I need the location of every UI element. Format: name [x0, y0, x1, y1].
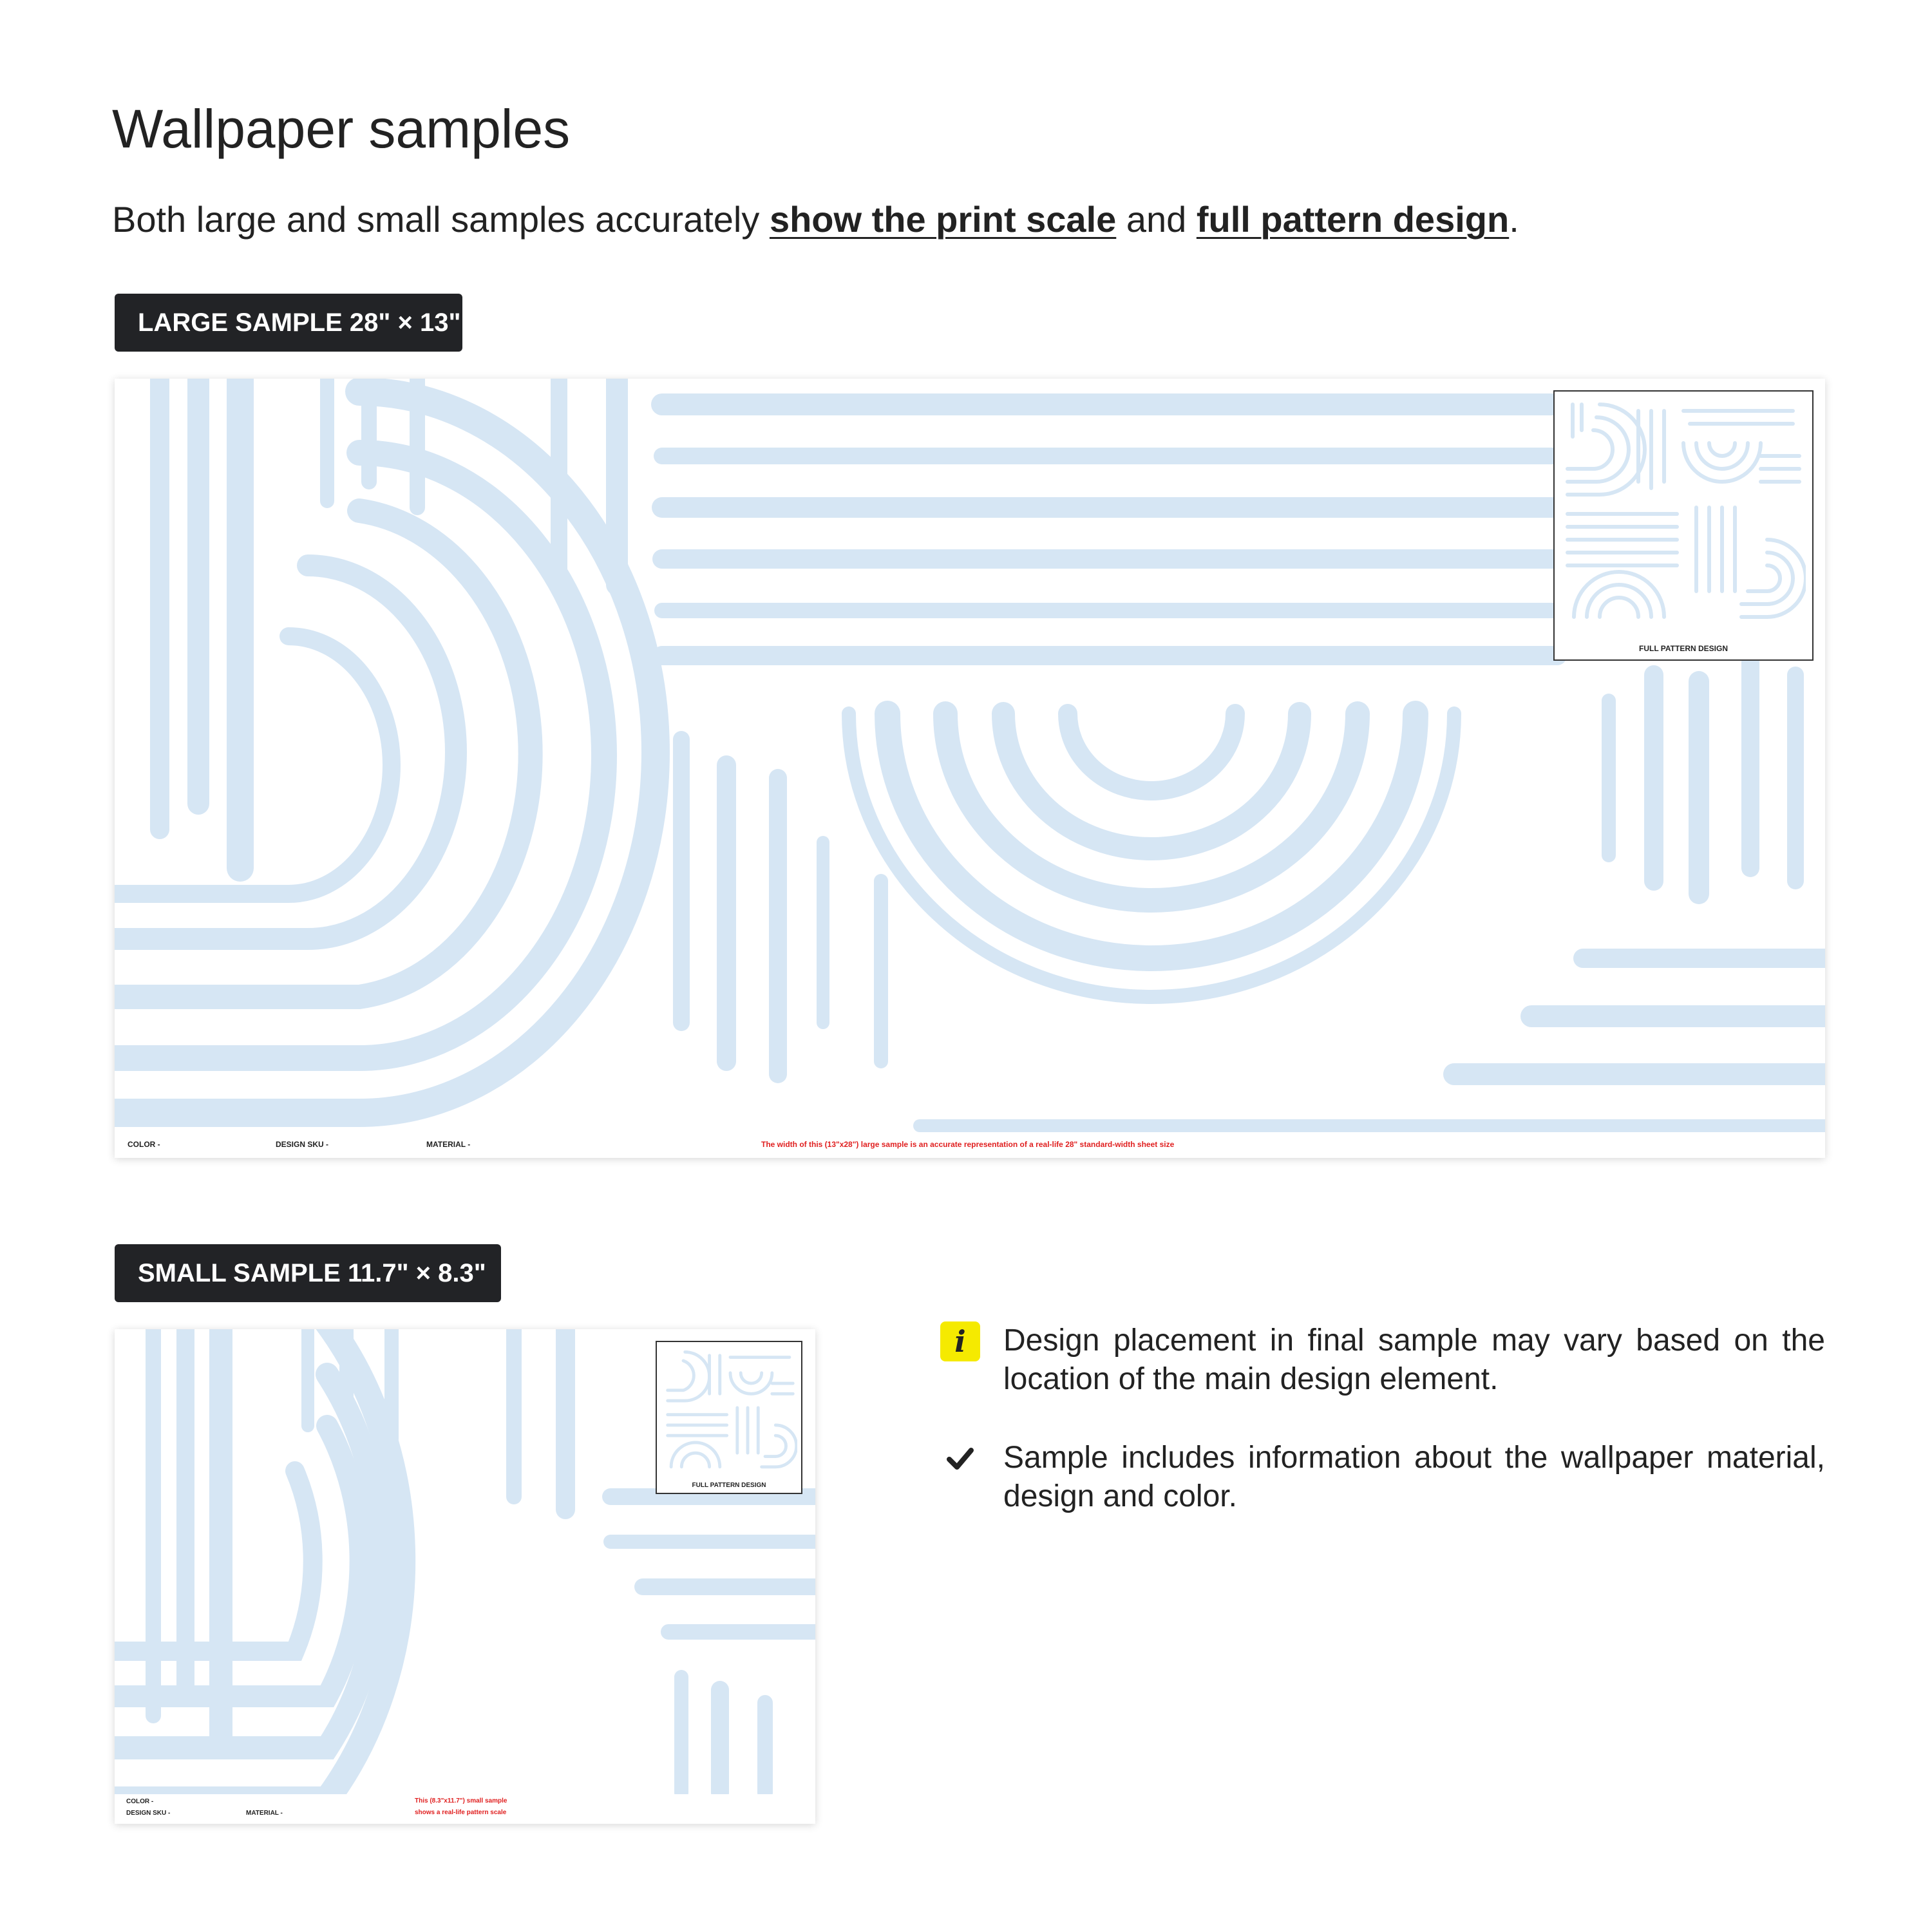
check-icon	[940, 1439, 980, 1479]
small-full-pattern-thumbnail	[656, 1341, 802, 1494]
subtitle-text-1: Both large and small samples accurately	[112, 199, 770, 240]
large-sample-footer	[115, 1132, 1825, 1158]
small-scale-note-line1: This (8.3"x11.7") small sample	[415, 1797, 507, 1804]
small-thumbnail-caption: FULL PATTERN DESIGN	[692, 1482, 766, 1489]
page-subtitle	[112, 200, 1519, 240]
large-thumbnail-caption: FULL PATTERN DESIGN	[1639, 644, 1728, 653]
large-thumbnail-pattern	[1561, 398, 1806, 636]
small-sample-badge: SMALL SAMPLE 11.7" × 8.3"	[115, 1244, 501, 1302]
small-color-label: COLOR -	[126, 1798, 154, 1805]
small-sample-preview	[115, 1329, 815, 1824]
large-sample-preview	[115, 379, 1825, 1158]
info-icon	[940, 1321, 980, 1361]
large-color-label: COLOR -	[128, 1140, 160, 1149]
info-icon-glyph: i	[940, 1321, 980, 1361]
subtitle-emphasis-full-pattern: full pattern design	[1196, 199, 1510, 240]
info-note-placement-text: Design placement in final sample may vary based on the location of the main design element.	[1003, 1323, 1825, 1396]
subtitle-emphasis-print-scale: show the print scale	[769, 199, 1117, 240]
small-design-sku-label: DESIGN SKU -	[126, 1810, 171, 1817]
large-scale-note: The width of this (13"x28") large sample is an accurate representation of a real-life 28" standard-width sheet size	[761, 1140, 1175, 1149]
small-thumbnail-pattern	[663, 1349, 797, 1477]
subtitle-text-3: .	[1509, 199, 1519, 240]
large-design-sku-label: DESIGN SKU -	[276, 1140, 329, 1149]
small-scale-note-line2: shows a real-life pattern scale	[415, 1809, 507, 1816]
page-title: Wallpaper samples	[112, 99, 571, 159]
subtitle-text-2: and	[1116, 199, 1197, 240]
small-sample-footer	[115, 1794, 815, 1824]
info-note-sample-contents-text: Sample includes information about the wallpaper material, design and color.	[1003, 1441, 1825, 1513]
small-material-label: MATERIAL -	[246, 1810, 283, 1817]
large-full-pattern-thumbnail	[1553, 390, 1814, 661]
large-sample-badge: LARGE SAMPLE 28" × 13"	[115, 294, 462, 352]
large-material-label: MATERIAL -	[426, 1140, 471, 1149]
